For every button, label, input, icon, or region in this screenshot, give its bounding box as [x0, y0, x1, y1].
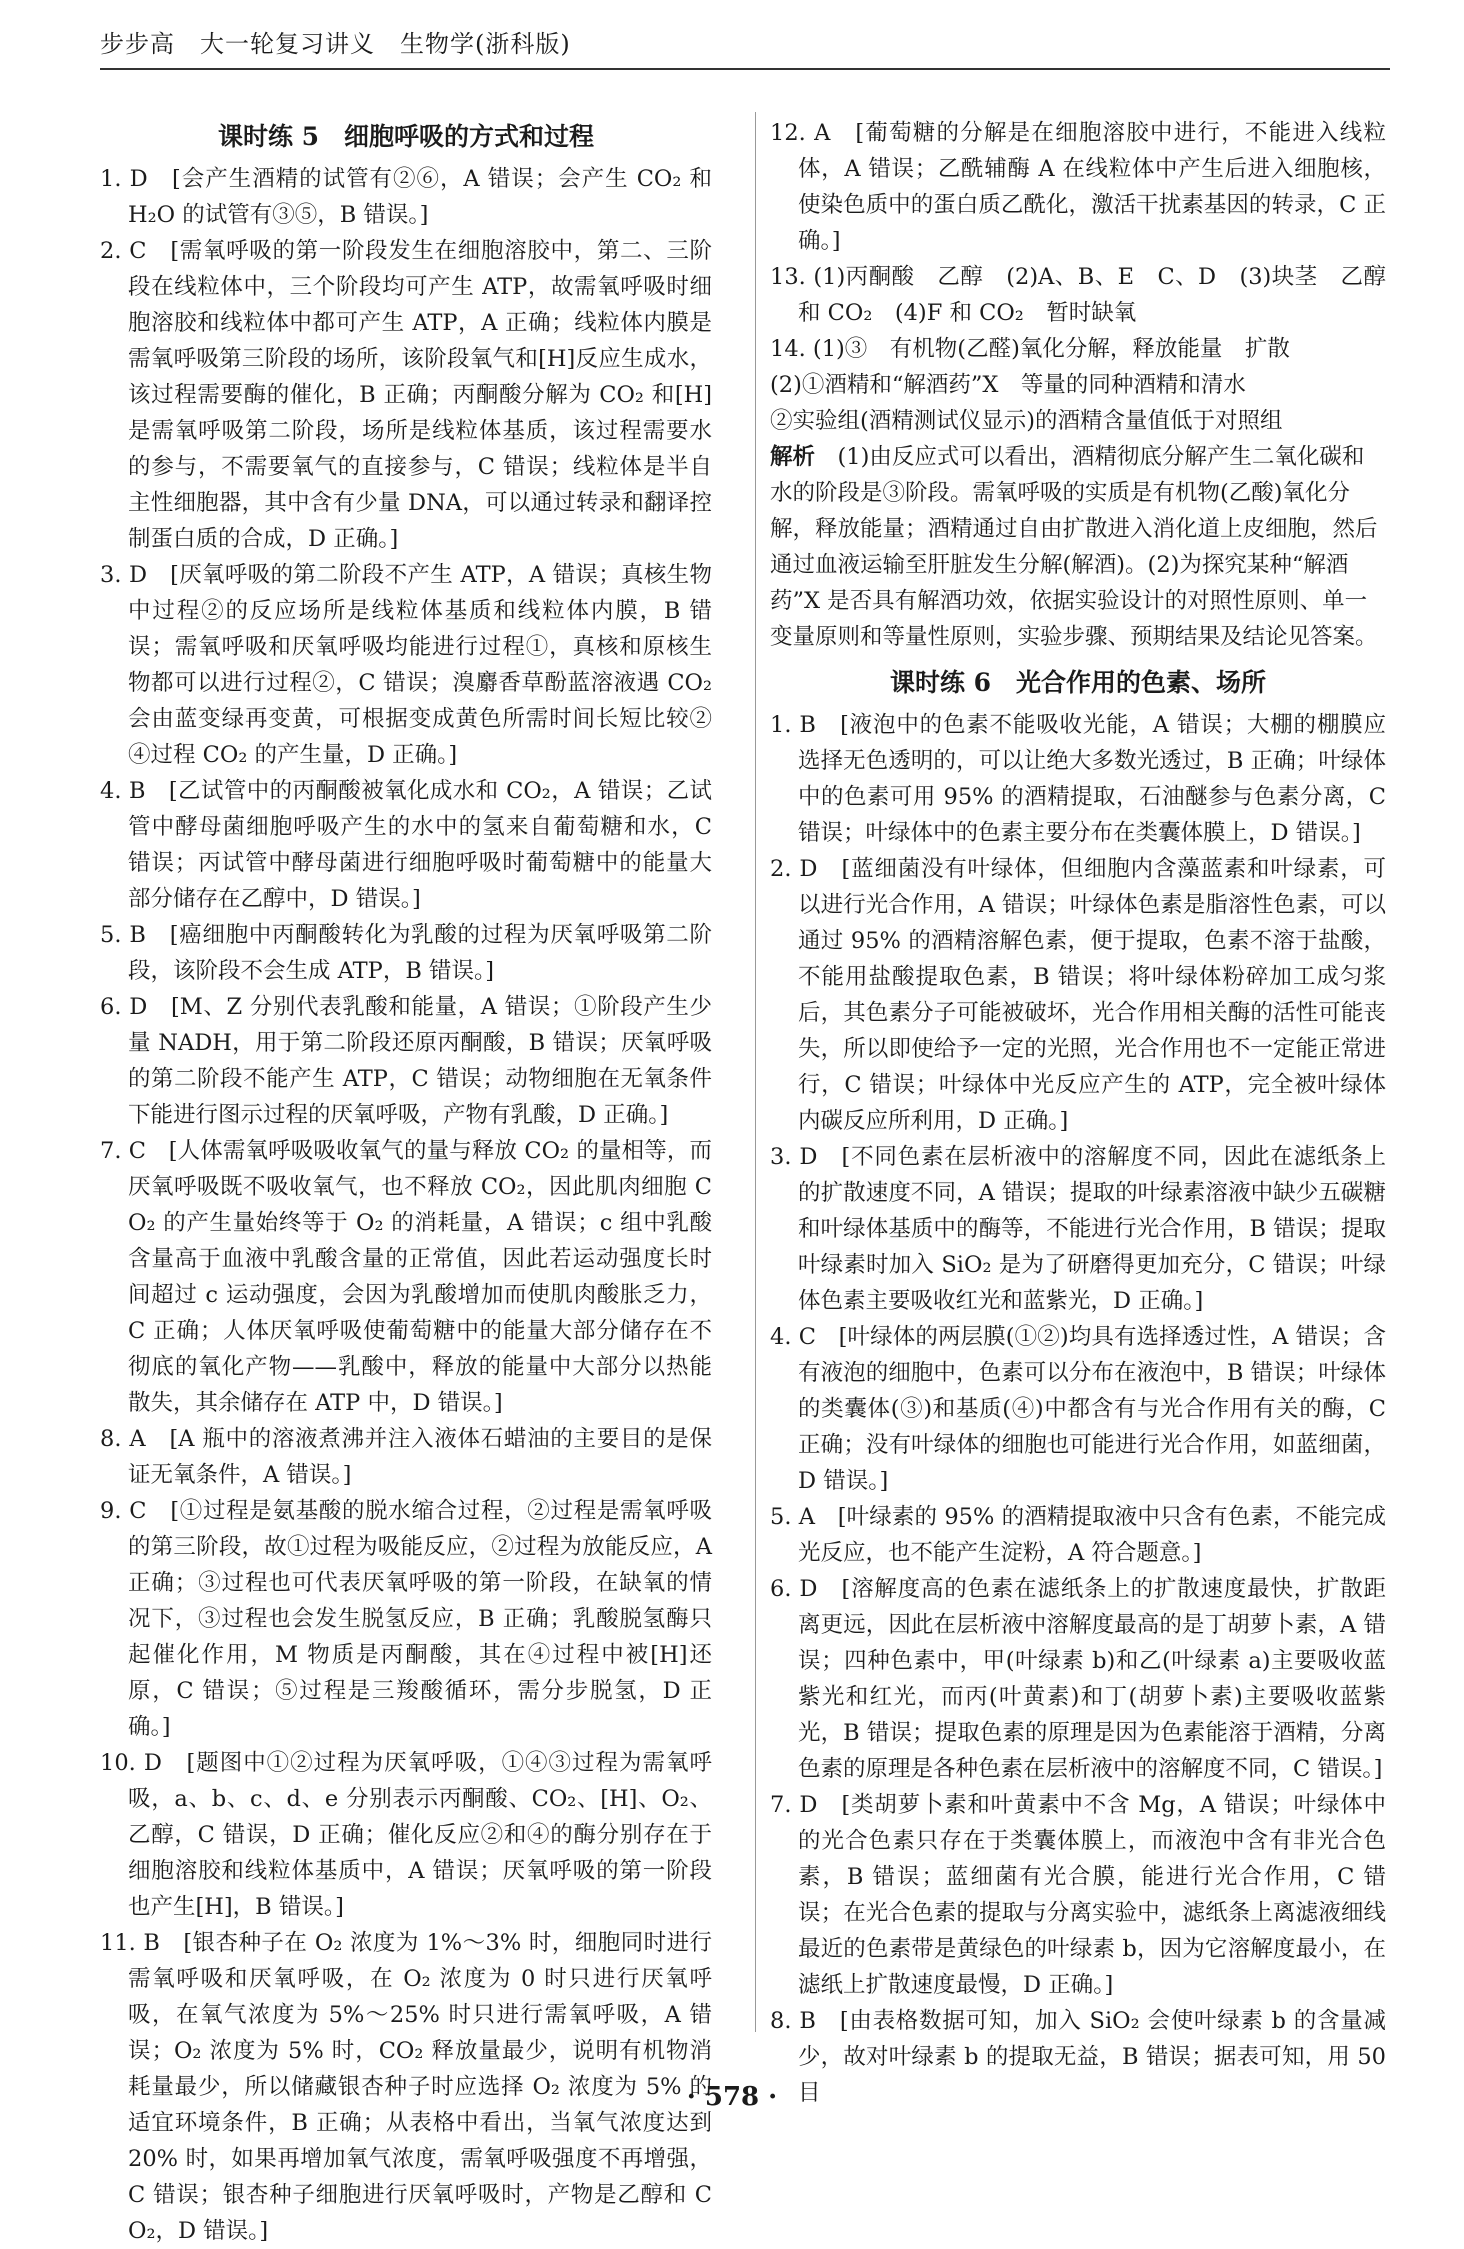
section-title-5: 课时练 5 细胞呼吸的方式和过程 [217, 122, 595, 151]
answer-item: 6. D [溶解度高的色素在滤纸条上的扩散速度最快，扩散距离更远，因此在层析液中溶解度最高的是丁胡萝卜素，A 错误；四种色素中，甲(叶绿素 b)和乙(叶绿素 a)主要吸收蓝紫光和红光，而丙(叶黄素)和丁(胡萝卜素)主要吸收蓝紫光，B 错误；提取色素的原理是因为色素能溶于酒精，分离色素的原理是各种色素在层析液中的溶解度不同，C 错误。] [770, 1576, 1386, 1782]
answer-item: 13. (1)丙酮酸 乙醇 (2)A、B、E C、D (3)块茎 乙醇和 CO₂ (4)F 和 CO₂ 暂时缺氧 [770, 264, 1386, 326]
answer-item: 4. B [乙试管中的丙酮酸被氧化成水和 CO₂，A 错误；乙试管中酵母菌细胞呼吸产生的水中的氢来自葡萄糖和水，C 错误；丙试管中酵母菌进行细胞呼吸时葡萄糖中的能量大部分储存在乙醇中，D 错误。] [100, 778, 712, 912]
header-rule [100, 68, 1390, 70]
right-column [770, 115, 1386, 2111]
section-title-6: 课时练 6 光合作用的色素、场所 [889, 668, 1267, 697]
answer-item: 2. D [蓝细菌没有叶绿体，但细胞内含藻蓝素和叶绿素，可以进行光合作用，A 错误；叶绿体色素是脂溶性色素，可以通过 95% 的酒精溶解色素，便于提取，色素不溶于盐酸，不能用盐酸提取色素，B 错误；将叶绿体粉碎加工成匀浆后，其色素分子可能被破坏，光合作用相关酶的活性可能丧失，所以即使给予一定的光照，光合作用也不一定能正常进行，C 错误；叶绿体中光反应产生的 ATP，完全被叶绿体内碳反应所利用，D 正确。] [770, 856, 1386, 1134]
answer-item: 1. D [会产生酒精的试管有②⑥，A 错误；会产生 CO₂ 和 H₂O 的试管有③⑤，B 错误。] [100, 166, 712, 228]
answer-14-line: ②实验组(酒精测试仪显示)的酒精含量值低于对照组 [770, 408, 1283, 434]
answer-item: 5. A [叶绿素的 95% 的酒精提取液中只含有色素，不能完成光反应，也不能产生淀粉，A 符合题意。] [770, 1504, 1386, 1566]
left-column [100, 115, 712, 2249]
answer-item: 8. B [由表格数据可知，加入 SiO₂ 会使叶绿素 b 的含量减少，故对叶绿素 b 的提取无益，B 错误；据表可知，用 50 目 [770, 2008, 1386, 2106]
column-divider [755, 112, 756, 2032]
answer-item: 1. B [液泡中的色素不能吸收光能，A 错误；大棚的棚膜应选择无色透明的，可以让绝大多数光透过，B 正确；叶绿体中的色素可用 95% 的酒精提取，石油醚参与色素分离，C 错误；叶绿体中的色素主要分布在类囊体膜上，D 错误。] [770, 712, 1386, 846]
answer-item: 8. A [A 瓶中的溶液煮沸并注入液体石蜡油的主要目的是保证无氧条件，A 错误。] [100, 1426, 712, 1488]
answer-item: 9. C [①过程是氨基酸的脱水缩合过程，②过程是需氧呼吸的第三阶段，故①过程为吸能反应，②过程为放能反应，A 正确；③过程也可代表厌氧呼吸的第一阶段，在缺氧的情况下，③过程也会发生脱氢反应，B 正确；乳酸脱氢酶只起催化作用，M 物质是丙酮酸，其在④过程中被[H]还原，C 错误；⑤过程是三羧酸循环，需分步脱氢，D 正确。] [100, 1498, 712, 1740]
answer-item: 7. C [人体需氧呼吸吸收氧气的量与释放 CO₂ 的量相等，而厌氧呼吸既不吸收氧气，也不释放 CO₂，因此肌肉细胞 CO₂ 的产生量始终等于 O₂ 的消耗量，A 错误；c 组中乳酸含量高于血液中乳酸含量的正常值，因此若运动强度长时间超过 c 运动强度，会因为乳酸增加而使肌肉酸胀乏力，C 正确；人体厌氧呼吸使葡萄糖中的能量大部分储存在不彻底的氧化产物——乳酸中，释放的能量中大部分以热能散失，其余储存在 ATP 中，D 错误。] [100, 1138, 712, 1416]
analysis-block [770, 439, 1386, 655]
answer-item: 11. B [银杏种子在 O₂ 浓度为 1%～3% 时，细胞同时进行需氧呼吸和厌氧呼吸，在 O₂ 浓度为 0 时只进行厌氧呼吸，在氧气浓度为 5%～25% 时只进行需氧呼吸，A 错误；O₂ 浓度为 5% 时，CO₂ 释放量最少，说明有机物消耗量最少，所以储藏银杏种子时应选择 O₂ 浓度为 5% 的适宜环境条件，B 正确；从表格中看出，当氧气浓度达到 20% 时，如果再增加氧气浓度，需氧呼吸强度不再增强，C 错误；银杏种子细胞进行厌氧呼吸时，产物是乙醇和 CO₂，D 错误。] [100, 1930, 712, 2244]
answer-item-14: 14. (1)③ 有机物(乙醛)氧化分解，释放能量 扩散 [770, 336, 1290, 362]
answer-item: 12. A [葡萄糖的分解是在细胞溶胶中进行，不能进入线粒体，A 错误；乙酰辅酶 A 在线粒体中产生后进入细胞核，使染色质中的蛋白质乙酰化，激活干扰素基因的转录，C 正确。] [770, 120, 1386, 254]
running-header: 步步高 大一轮复习讲义 生物学(浙科版) [100, 30, 571, 58]
answer-item: 7. D [类胡萝卜素和叶黄素中不含 Mg，A 错误；叶绿体中的光合色素只存在于类囊体膜上，而液泡中含有非光合色素，B 错误；蓝细菌有光合膜，能进行光合作用，C 错误；在光合色素的提取与分离实验中，滤纸条上离滤液细线最近的色素带是黄绿色的叶绿素 b，因为它溶解度最小，在滤纸上扩散速度最慢，D 正确。] [770, 1792, 1386, 1998]
answer-item: 2. C [需氧呼吸的第一阶段发生在细胞溶胶中，第二、三阶段在线粒体中，三个阶段均可产生 ATP，故需氧呼吸时细胞溶胶和线粒体中都可产生 ATP，A 正确；线粒体内膜是需氧呼吸第三阶段的场所，该阶段氧气和[H]反应生成水，该过程需要酶的催化，B 正确；丙酮酸分解为 CO₂ 和[H]是需氧呼吸第二阶段，场所是线粒体基质，该过程需要水的参与，不需要氧气的直接参与，C 错误；线粒体是半自主性细胞器，其中含有少量 DNA，可以通过转录和翻译控制蛋白质的合成，D 正确。] [100, 238, 712, 552]
answer-item: 5. B [癌细胞中丙酮酸转化为乳酸的过程为厌氧呼吸第二阶段，该阶段不会生成 ATP，B 错误。] [100, 922, 712, 984]
analysis-label: 解析 [770, 444, 816, 470]
answer-item: 6. D [M、Z 分别代表乳酸和能量，A 错误；①阶段产生少量 NADH，用于第二阶段还原丙酮酸，B 错误；厌氧呼吸的第二阶段不能产生 ATP，C 错误；动物细胞在无氧条件下能进行图示过程的厌氧呼吸，产物有乳酸，D 正确。] [100, 994, 712, 1128]
answer-item: 10. D [题图中①②过程为厌氧呼吸，①④③过程为需氧呼吸，a、b、c、d、e 分别表示丙酮酸、CO₂、[H]、O₂、乙醇，C 错误，D 正确；催化反应②和④的酶分别存在于细胞溶胶和线粒体基质中，A 错误；厌氧呼吸的第一阶段也产生[H]，B 错误。] [100, 1750, 712, 1920]
answer-item: 3. D [不同色素在层析液中的溶解度不同，因此在滤纸条上的扩散速度不同，A 错误；提取的叶绿素溶液中缺少五碳糖和叶绿体基质中的酶等，不能进行光合作用，B 错误；提取叶绿素时加入 SiO₂ 是为了研磨得更加充分，C 错误；叶绿体色素主要吸收红光和蓝紫光，D 正确。] [770, 1144, 1386, 1314]
analysis-text: (1)由反应式可以看出，酒精彻底分解产生二氧化碳和水的阶段是③阶段。需氧呼吸的实质是有机物(乙酸)氧化分解，释放能量；酒精通过自由扩散进入消化道上皮细胞，然后通过血液运输至肝脏发生分解(解酒)。(2)为探究某种“解酒药”X 是否具有解酒功效，依据实验设计的对照性原则、单一变量原则和等量性原则，实验步骤、预期结果及结论见答案。 [770, 444, 1378, 650]
answer-item: 3. D [厌氧呼吸的第二阶段不产生 ATP，A 错误；真核生物中过程②的反应场所是线粒体基质和线粒体内膜，B 错误；需氧呼吸和厌氧呼吸均能进行过程①，真核和原核生物都可以进行过程②，C 错误；溴麝香草酚蓝溶液遇 CO₂ 会由蓝变绿再变黄，可根据变成黄色所需时间长短比较②④过程 CO₂ 的产生量，D 正确。] [100, 562, 712, 768]
answer-14-line: (2)①酒精和“解酒药”X 等量的同种酒精和清水 [770, 372, 1246, 398]
answer-item: 4. C [叶绿体的两层膜(①②)均具有选择透过性，A 错误；含有液泡的细胞中，色素可以分布在液泡中，B 错误；叶绿体的类囊体(③)和基质(④)中都含有与光合作用有关的酶，C 正确；没有叶绿体的细胞也可能进行光合作用，如蓝细菌，D 错误。] [770, 1324, 1386, 1494]
page-number: · 578 · [686, 2082, 778, 2112]
